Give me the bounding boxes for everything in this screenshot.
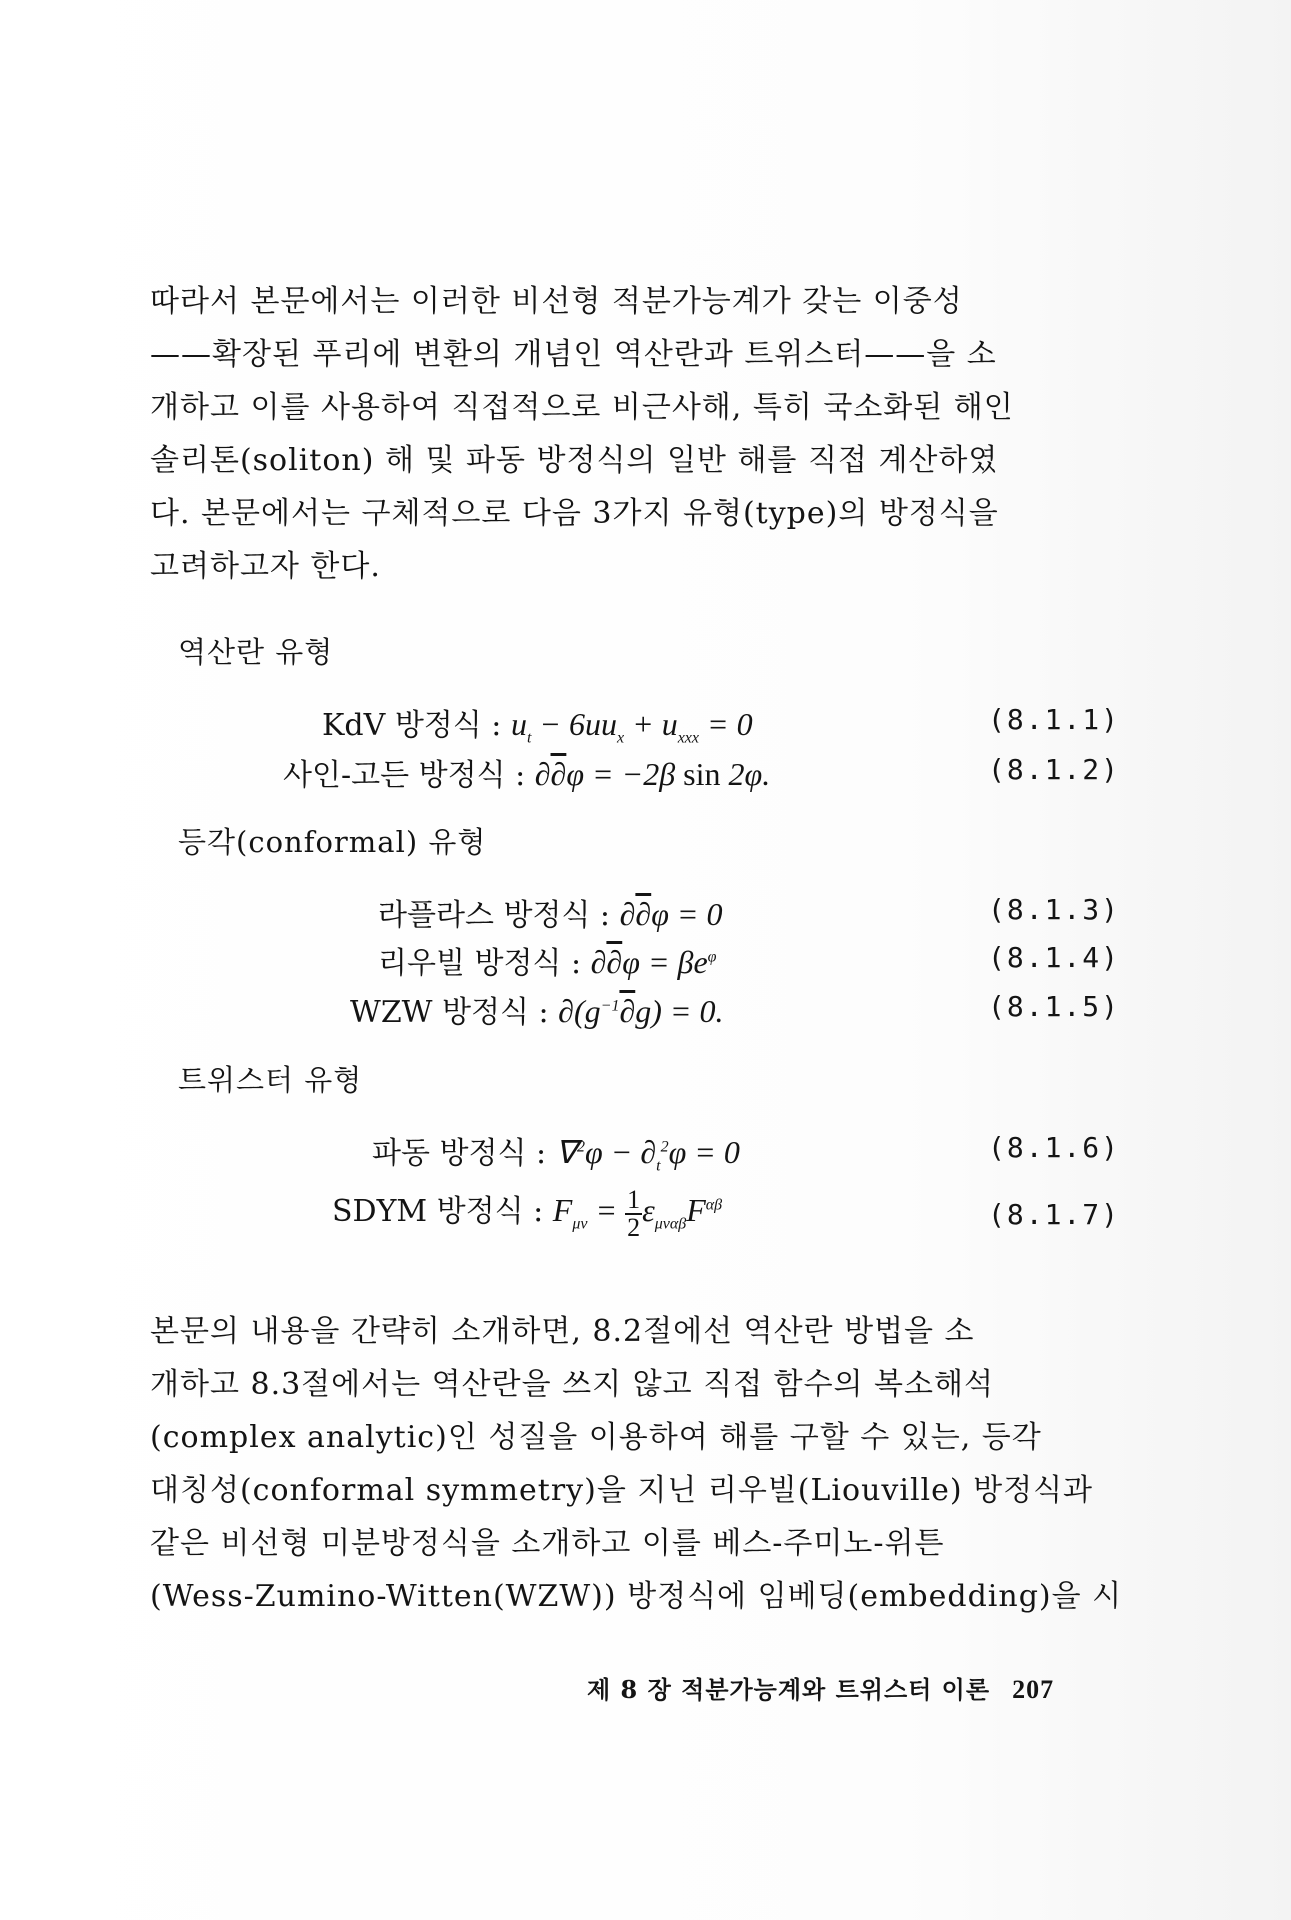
equation-laplace: [378, 890, 723, 934]
equation-number: (8.1.3): [988, 893, 1121, 926]
equation-formula: $u_t - 6uu_x + u_{xxx} = 0$: [510, 706, 753, 747]
text-line: 본문의 내용을 간략히 소개하면, 8.2절에선 역산란 방법을 소: [150, 1314, 975, 1349]
text-line: 따라서 본문에서는 이러한 비선형 적분가능계가 갖는 이중성: [150, 284, 963, 319]
section-heading-conformal: 등각(conformal) 유형: [178, 825, 487, 859]
text-line: ——확장된 푸리에 변환의 개념인 역산란과 트위스터——을 소: [150, 337, 997, 372]
equation-number: (8.1.6): [988, 1131, 1121, 1164]
equation-kdv: [322, 700, 753, 747]
equation-number: (8.1.7): [988, 1198, 1121, 1231]
equation-formula: ∂∂φ = −2β sin 2φ.: [534, 756, 771, 792]
summary-paragraph: [150, 1305, 1123, 1623]
text-line: 솔리톤(soliton) 해 및 파동 방정식의 일반 해를 직접 계산하였: [150, 443, 999, 478]
text-line: (complex analytic)인 성질을 이용하여 해를 구할 수 있는, 등각: [150, 1420, 1042, 1455]
equation-name: KdV 방정식 :: [322, 708, 511, 743]
intro-paragraph: [150, 275, 1090, 593]
equation-number: (8.1.1): [988, 703, 1121, 736]
equation-wave: [372, 1128, 740, 1175]
equation-sine-gordon: [283, 750, 770, 794]
text-line: (Wess-Zumino-Witten(WZW)) 방정식에 임베딩(embedding)을 시: [150, 1579, 1123, 1614]
equation-liouville: [378, 938, 717, 982]
equation-formula: $\nabla^2\varphi - \partial_t^2\varphi = 0$: [555, 1134, 740, 1175]
equation-name: WZW 방정식 :: [350, 995, 559, 1030]
equation-name: 파동 방정식 :: [372, 1136, 556, 1171]
text-line: 고려하고자 한다.: [150, 549, 381, 584]
text-line: 같은 비선형 미분방정식을 소개하고 이를 베스-주미노-위튼: [150, 1526, 945, 1561]
text-line: 개하고 이를 사용하여 직접적으로 비근사해, 특히 국소화된 해인: [150, 390, 1014, 425]
text-line: 다. 본문에서는 구체적으로 다음 3가지 유형(type)의 방정식을: [150, 496, 999, 531]
text-line: 개하고 8.3절에서는 역산란을 쓰지 않고 직접 함수의 복소해석: [150, 1367, 994, 1402]
page-number: 207: [1012, 1675, 1055, 1704]
equation-formula: ∂∂φ = 0: [619, 896, 723, 932]
equation-formula: $F_{\mu\nu}$ = $\frac{1}{2}$ $\varepsilon_{\mu\nu\alpha\beta}F^{\alpha\beta}$: [552, 1184, 723, 1242]
equation-formula: $\partial\partial\varphi = \beta e^\varphi$: [590, 944, 717, 980]
equation-name: 라플라스 방정식 :: [378, 898, 620, 933]
equation-name: 사인-고든 방정식 :: [283, 758, 535, 793]
equation-number: (8.1.4): [988, 941, 1121, 974]
text-line: 대칭성(conformal symmetry)을 지닌 리우빌(Liouville) 방정식과: [150, 1473, 1094, 1508]
section-heading-inverse-scattering: 역산란 유형: [178, 635, 334, 669]
equation-number: (8.1.2): [988, 753, 1121, 786]
equation-sdym: [332, 1186, 722, 1241]
page-footer: [587, 1670, 1054, 1705]
chapter-title: 제 8 장 적분가능계와 트위스터 이론: [587, 1675, 991, 1704]
equation-name: 리우빌 방정식 :: [378, 946, 591, 981]
section-heading-twistor: 트위스터 유형: [178, 1063, 363, 1097]
equation-wzw: [350, 987, 724, 1031]
equation-formula: $\partial(g^{-1}\partial g) = 0$.: [558, 993, 724, 1029]
equation-name: SDYM 방정식 :: [332, 1194, 553, 1229]
equation-number: (8.1.5): [988, 990, 1121, 1023]
